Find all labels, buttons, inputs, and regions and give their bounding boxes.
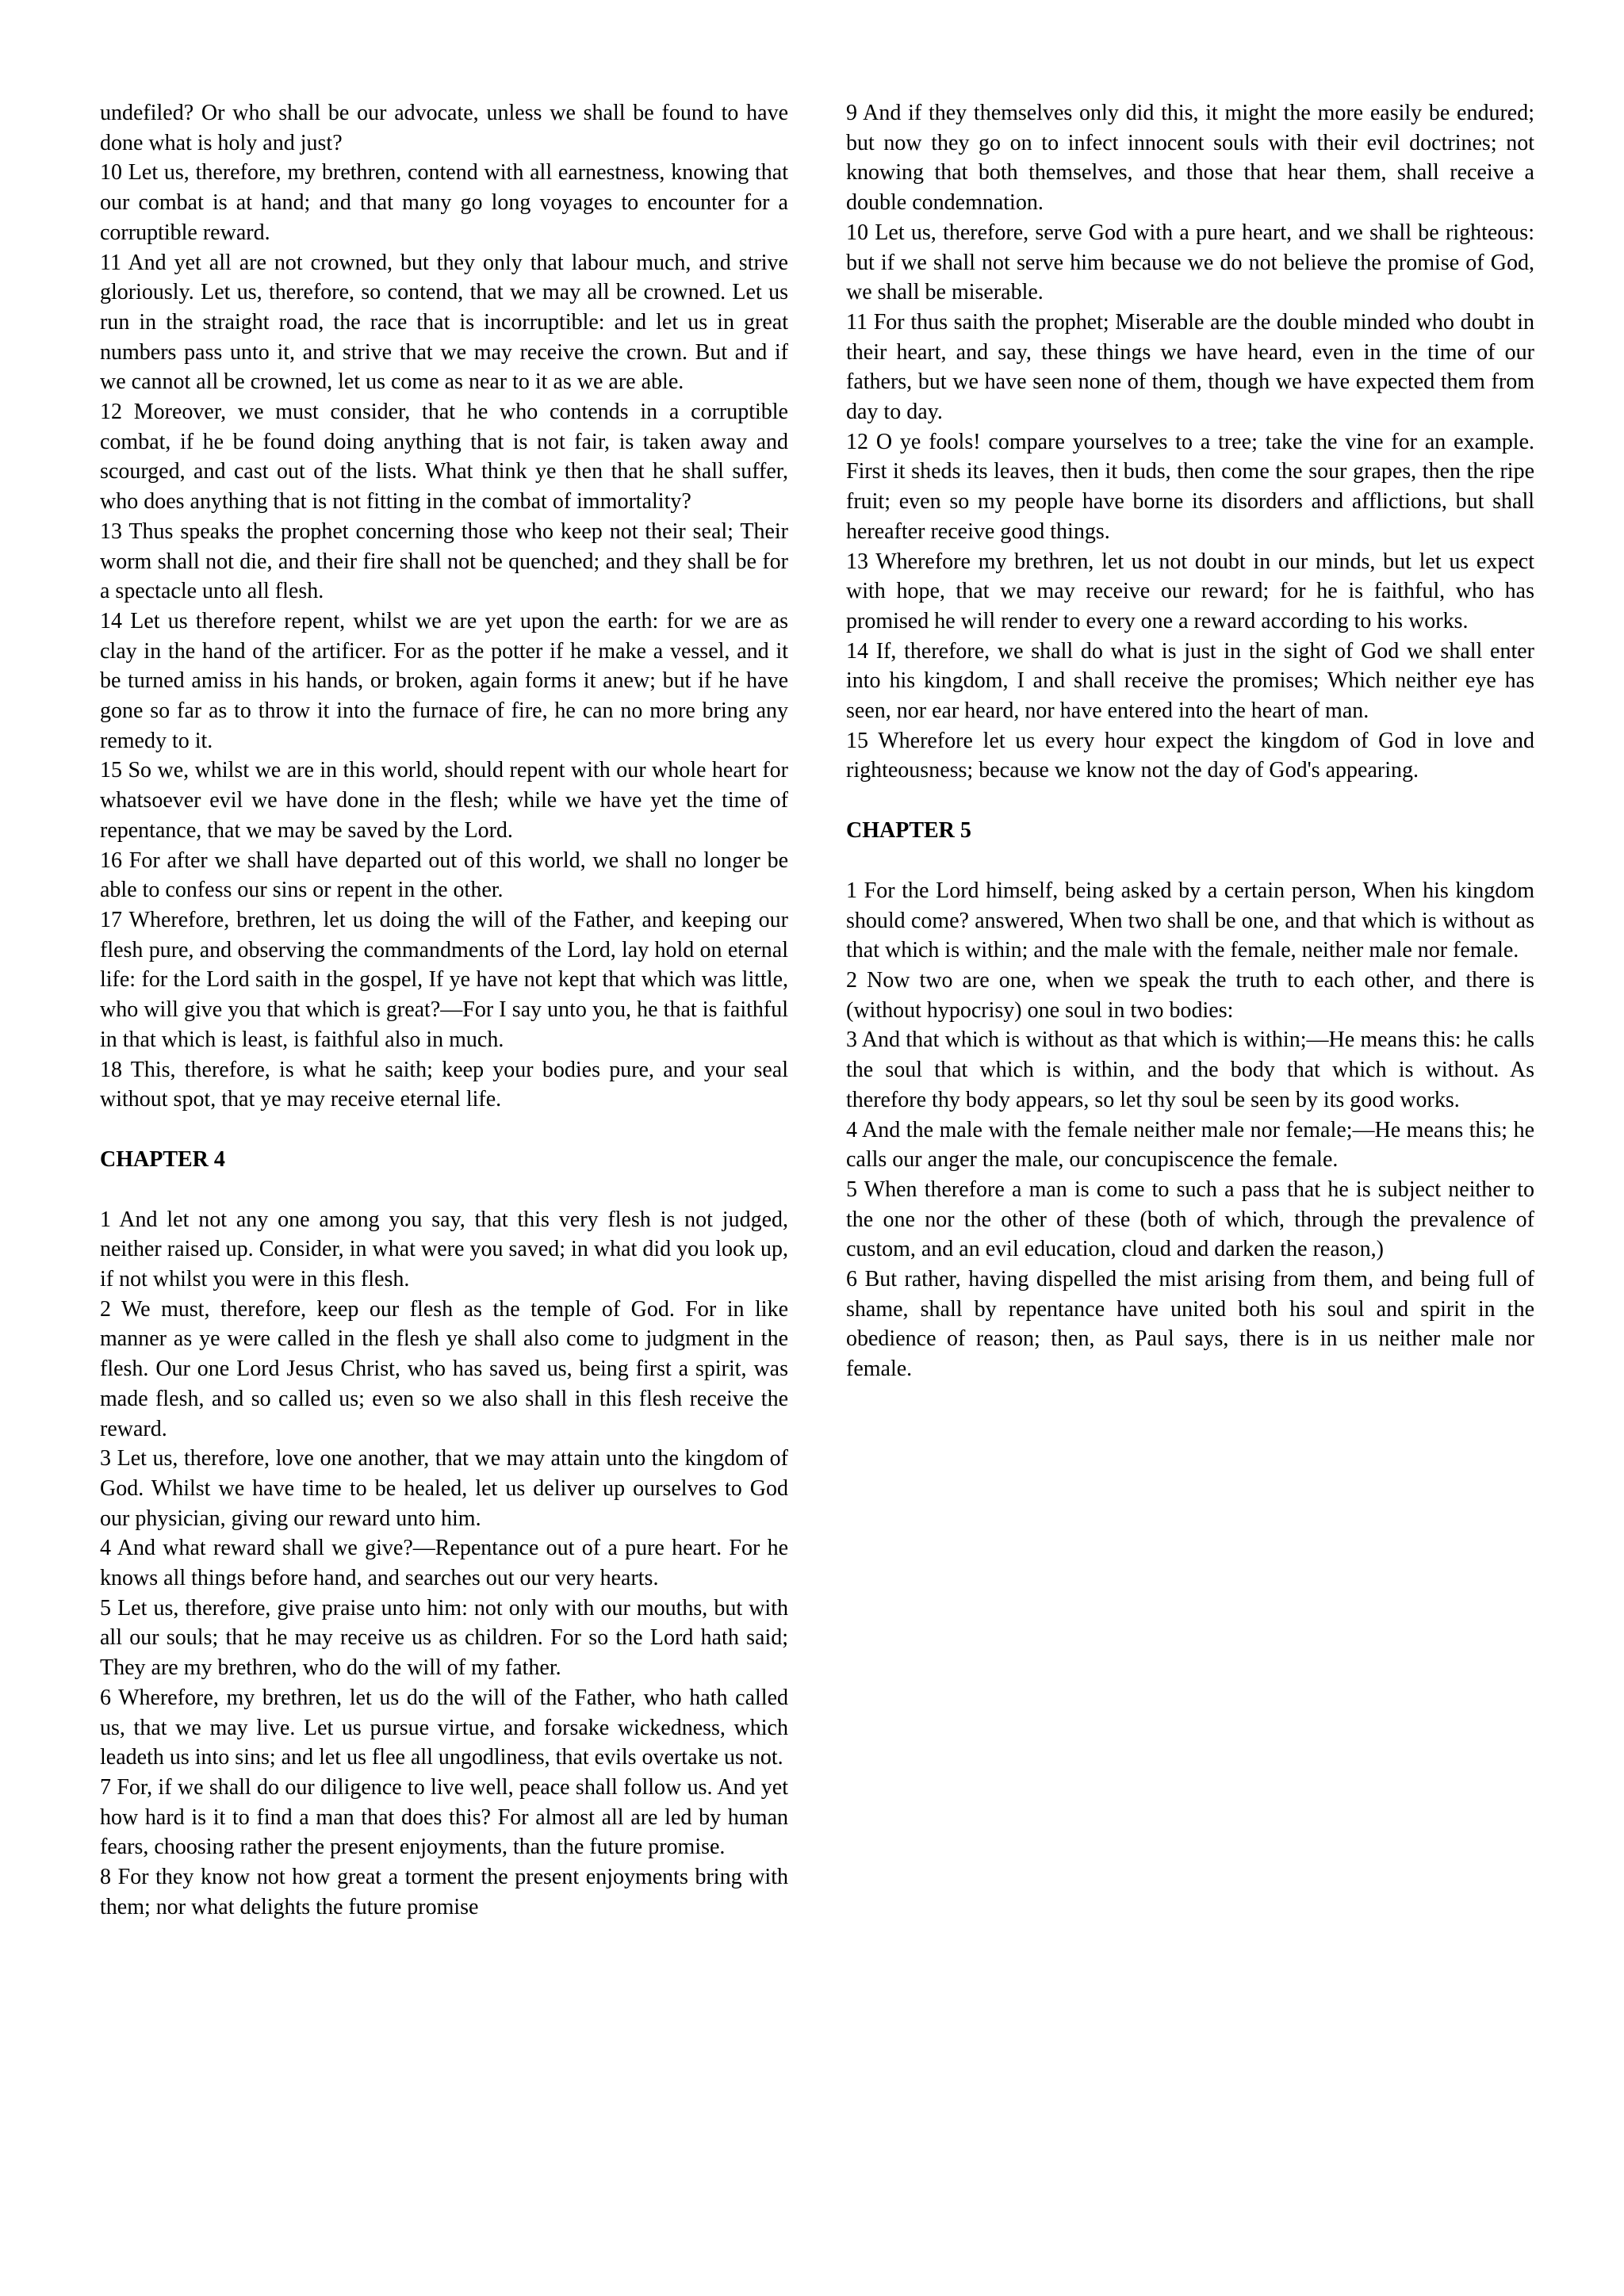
paragraph: 14 Let us therefore repent, whilst we are yet upon the earth: for we are as clay in the hand of the artificer. For as the potter if he make a vessel, and it be turned amiss in his hands, or broken, again forms it anew; but if he have gone so far as to throw it into the furnace of fire, he can no more bring any remedy to it. bbox=[100, 608, 788, 753]
paragraph: 14 If, therefore, we shall do what is just in the sight of God we shall enter into his kingdom, I and shall receive the promises; Which neither eye has seen, nor ear heard, nor have entered into the heart of man. bbox=[846, 638, 1534, 724]
paragraph: 17 Wherefore, brethren, let us doing the will of the Father, and keeping our flesh pure, and observing the commandments of the Lord, lay hold on eternal life: for the Lord saith in the gospel, If ye have not kept that which was little, who will give you that which is great?—For I say unto you, he that is faithful in that which is least, is faithful also in much. bbox=[100, 907, 788, 1052]
paragraph: 11 For thus saith the prophet; Miserable are the double minded who doubt in their heart, and say, these things we have heard, even in the time of our fathers, but we have seen none of them, though we have expected them from day to day. bbox=[846, 309, 1534, 425]
paragraph: 1 For the Lord himself, being asked by a certain person, When his kingdom should come? answered, When two shall be one, and that which is without as that which is within; and the male with the female, neither male nor female. bbox=[846, 878, 1534, 963]
paragraph: 6 But rather, having dispelled the mist arising from them, and being full of shame, shall by repentance have united both his soul and spirit in the obedience of reason; then, as Paul says, there is in us neither male nor female. bbox=[846, 1267, 1534, 1382]
paragraph: 5 When therefore a man is come to such a pass that he is subject neither to the one nor the other of these (both of which, through the prevalence of custom, and an evil education, cloud and darken the reason,) bbox=[846, 1177, 1534, 1262]
right-column bbox=[846, 98, 1534, 1384]
paragraph: 4 And what reward shall we give?—Repentance out of a pure heart. For he knows all things before hand, and searches out our very hearts. bbox=[100, 1536, 788, 1591]
paragraph: 15 So we, whilst we are in this world, should repent with our whole heart for whatsoever evil we have done in the flesh; while we have yet the time of repentance, that we may be saved by the Lord. bbox=[100, 758, 788, 843]
paragraph: 9 And if they themselves only did this, it might the more easily be endured; but now they go on to infect innocent souls with their evil doctrines; not knowing that both themselves, and those that hear them, shall receive a double condemnation. bbox=[846, 101, 1534, 216]
paragraph: 3 Let us, therefore, love one another, that we may attain unto the kingdom of God. Whilst we have time to be healed, let us deliver up ourselves to God our physician, giving our reward unto him. bbox=[100, 1446, 788, 1531]
paragraph: 18 This, therefore, is what he saith; keep your bodies pure, and your seal without spot, that ye may receive eternal life. bbox=[100, 1057, 788, 1112]
paragraph: 12 O ye fools! compare yourselves to a tree; take the vine for an example. First it sheds its leaves, then it buds, then come the sour grapes, then the ripe fruit; even so my people have borne its disorders and afflictions, but shall hereafter receive good things. bbox=[846, 429, 1534, 544]
paragraph: 7 For, if we shall do our diligence to live well, peace shall follow us. And yet how hard is it to find a man that does this? For almost all are led by human fears, choosing rather the present enjoyments, than the future promise. bbox=[100, 1774, 788, 1860]
left-column bbox=[100, 98, 788, 1922]
paragraph: 11 And yet all are not crowned, but they only that labour much, and strive gloriously. Let us, therefore, so contend, that we may all be crowned. Let us run in the straight road, the race that is incorruptible: and let us in great numbers pass unto it, and strive that we may receive the crown. But and if we cannot all be crowned, let us come as near to it as we are able. bbox=[100, 250, 788, 395]
paragraph: 5 Let us, therefore, give praise unto him: not only with our mouths, but with all our souls; that he may receive us as children. For so the Lord hath said; They are my brethren, who do the will of my father. bbox=[100, 1595, 788, 1681]
paragraph: 2 Now two are one, when we speak the truth to each other, and there is (without hypocrisy) one soul in two bodies: bbox=[846, 967, 1534, 1023]
chapter-heading: CHAPTER 5 bbox=[846, 818, 971, 844]
paragraph: 10 Let us, therefore, my brethren, contend with all earnestness, knowing that our combat is at hand; and that many go long voyages to encounter for a corruptible reward. bbox=[100, 160, 788, 245]
chapter-heading: CHAPTER 4 bbox=[100, 1146, 225, 1172]
paragraph: 15 Wherefore let us every hour expect the kingdom of God in love and righteousness; because we know not the day of God's appearing. bbox=[846, 728, 1534, 783]
paragraph: 13 Thus speaks the prophet concerning those who keep not their seal; Their worm shall not die, and their fire shall not be quenched; and they shall be for a spectacle unto all flesh. bbox=[100, 519, 788, 604]
paragraph: 10 Let us, therefore, serve God with a pure heart, and we shall be righteous: but if we shall not serve him because we do not believe the promise of God, we shall be miserable. bbox=[846, 220, 1534, 305]
paragraph: 4 And the male with the female neither male nor female;—He means this; he calls our anger the male, our concupiscence the female. bbox=[846, 1117, 1534, 1173]
paragraph: undefiled? Or who shall be our advocate, unless we shall be found to have done what is holy and just? bbox=[100, 101, 788, 155]
paragraph: 6 Wherefore, my brethren, let us do the will of the Father, who hath called us, that we may live. Let us pursue virtue, and forsake wickedness, which leadeth us into sins; and let us flee all ungodliness, that evils overtake us not. bbox=[100, 1685, 788, 1770]
paragraph: 1 And let not any one among you say, that this very flesh is not judged, neither raised up. Consider, in what were you saved; in what did you look up, if not whilst you were in this flesh. bbox=[100, 1207, 788, 1292]
paragraph: 8 For they know not how great a torment the present enjoyments bring with them; nor what delights the future promise bbox=[100, 1865, 788, 1919]
paragraph: 16 For after we shall have departed out of this world, we shall no longer be able to confess our sins or repent in the other. bbox=[100, 848, 788, 903]
paragraph: 13 Wherefore my brethren, let us not doubt in our minds, but let us expect with hope, that we may receive our reward; for he is faithful, who has promised he will render to every one a reward according to his works. bbox=[846, 549, 1534, 633]
paragraph: 2 We must, therefore, keep our flesh as the temple of God. For in like manner as ye were called in the flesh ye shall also come to judgment in the flesh. Our one Lord Jesus Christ, who has saved us, being first a spirit, was made flesh, and so called us; even so we also shall in this flesh receive the reward. bbox=[100, 1296, 788, 1441]
paragraph: 12 Moreover, we must consider, that he who contends in a corruptible combat, if he be found doing anything that is not fair, is taken away and scourged, and cast out of the lists. What think ye then that he shall suffer, who does anything that is not fitting in the combat of immortality? bbox=[100, 400, 788, 515]
paragraph: 3 And that which is without as that which is within;—He means this: he calls the soul that which is within, and the body that which is without. As therefore thy body appears, so let thy soul be seen by its good works. bbox=[846, 1027, 1534, 1112]
